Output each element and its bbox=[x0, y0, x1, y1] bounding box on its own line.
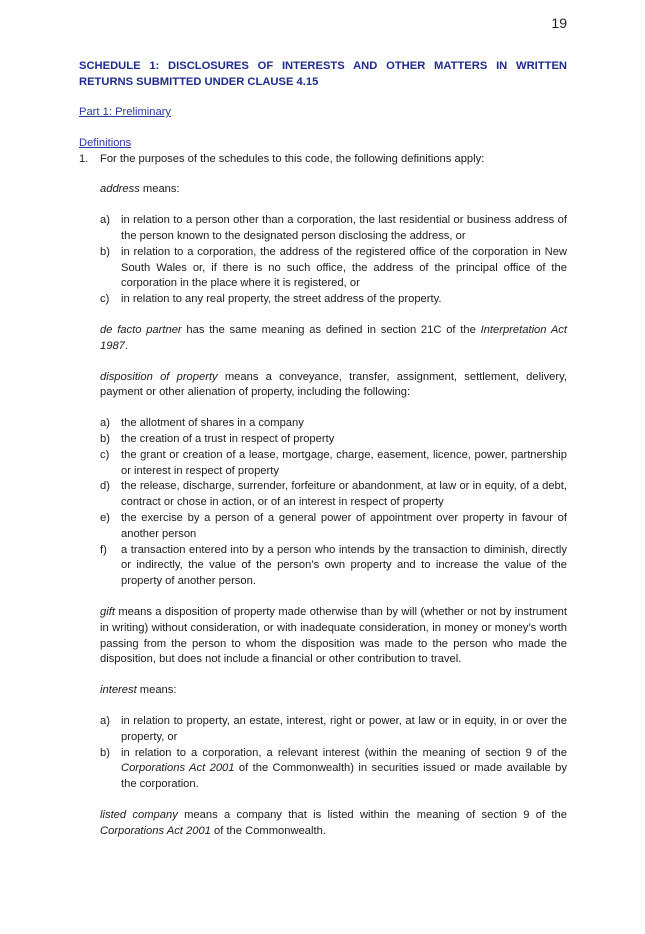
corporations-act: Corporations Act 2001 bbox=[100, 824, 211, 837]
definition-interest bbox=[100, 683, 567, 699]
page-content bbox=[79, 58, 567, 839]
definitions-block bbox=[100, 182, 567, 839]
list-marker: c) bbox=[100, 448, 110, 461]
definition-listed-company bbox=[100, 808, 567, 840]
de-facto-text: has the same meaning as defined in section 21C of the bbox=[181, 323, 481, 336]
disposition-intro: means a conveyance, transfer, assignment, settlement, delivery, payment or other alienation of property, including the following: bbox=[100, 370, 568, 399]
list-marker: b) bbox=[100, 432, 110, 445]
page-number: 19 bbox=[551, 15, 567, 31]
list-item bbox=[100, 245, 567, 292]
list-item bbox=[100, 292, 567, 308]
list-text: in relation to property, an estate, interest, right or power, at law or in equity, in or over the property, or bbox=[121, 714, 567, 743]
listed-end: of the Commonwealth. bbox=[210, 824, 326, 837]
list-item bbox=[100, 746, 567, 793]
de-facto-end: . bbox=[124, 339, 128, 352]
address-list bbox=[100, 213, 567, 308]
gift-text: means a disposition of property made otherwise than by will (whether or not by instrument in writing) without consideration, or with inadequate consideration, in money or money’s worth passing from the person to whom the disposition was made to the person who made the disposition, but does not include a financial or other contribution to travel. bbox=[100, 605, 567, 666]
list-marker: d) bbox=[100, 480, 110, 493]
list-text: the allotment of shares in a company bbox=[121, 417, 304, 430]
list-marker: f) bbox=[100, 543, 107, 556]
interest-intro: means: bbox=[136, 684, 177, 697]
term-address: address bbox=[100, 183, 140, 196]
definition-disposition-of-property bbox=[100, 370, 567, 402]
corporations-act: Corporations Act 2001 bbox=[121, 762, 235, 775]
list-item bbox=[100, 543, 567, 590]
list-text: the exercise by a person of a general power of appointment over property in favour of another person bbox=[121, 511, 567, 540]
definitions-title: Definitions bbox=[79, 136, 132, 149]
list-item bbox=[100, 213, 567, 245]
definition-gift bbox=[100, 605, 567, 668]
list-text bbox=[121, 746, 567, 793]
list-item bbox=[100, 448, 567, 480]
part-title: Part 1: Preliminary bbox=[79, 106, 172, 118]
list-item bbox=[100, 432, 567, 448]
term-listed-company: listed company bbox=[100, 808, 178, 821]
interest-b-post: of the Commonwealth) in securities issued or made available by the corporation. bbox=[121, 762, 567, 791]
clause-number: 1. bbox=[79, 152, 89, 165]
interest-b-pre: in relation to a corporation, a relevant interest (within the meaning of section 9 of the bbox=[121, 746, 567, 759]
list-marker: a) bbox=[100, 214, 110, 227]
list-text: the release, discharge, surrender, forfeiture or abandonment, at law or in equity, of a debt, contract or chose in action, or of an interest in respect of property bbox=[121, 480, 567, 509]
list-marker: c) bbox=[100, 293, 110, 306]
list-text: in relation to a corporation, the address of the registered office of the corporation in New South Wales or, if there is no such office, the address of the principal office of the corporation in the place where it is registered, or bbox=[121, 245, 567, 290]
interpretation-act: Interpretation Act 1987 bbox=[100, 323, 567, 352]
list-text: the creation of a trust in respect of property bbox=[121, 432, 335, 445]
term-gift: gift bbox=[100, 605, 115, 618]
disposition-list bbox=[100, 416, 567, 590]
list-item bbox=[100, 479, 567, 511]
list-text: in relation to any real property, the street address of the property. bbox=[121, 293, 442, 306]
list-marker: a) bbox=[100, 417, 110, 430]
interest-list bbox=[100, 714, 567, 793]
schedule-heading: SCHEDULE 1: DISCLOSURES OF INTERESTS AND OTHER MATTERS IN WRITTEN RETURNS SUBMITTED UNDER CLAUSE 4.15 bbox=[79, 60, 567, 88]
list-item bbox=[100, 714, 567, 746]
list-marker: a) bbox=[100, 714, 110, 727]
list-marker: b) bbox=[100, 245, 110, 258]
clause-text: For the purposes of the schedules to this code, the following definitions apply: bbox=[100, 152, 485, 165]
list-marker: b) bbox=[100, 746, 110, 759]
list-item bbox=[100, 416, 567, 432]
address-intro: means: bbox=[139, 183, 180, 196]
list-marker: e) bbox=[100, 511, 110, 524]
list-text: a transaction entered into by a person who intends by the transaction to diminish, directly or indirectly, the value of the person’s own property and to increase the value of the property of another person. bbox=[121, 543, 567, 588]
definition-address bbox=[100, 182, 567, 198]
term-interest: interest bbox=[100, 684, 137, 697]
definition-de-facto-partner bbox=[100, 323, 567, 355]
list-text: in relation to a person other than a corporation, the last residential or business address of the person known to the designated person disclosing the address, or bbox=[121, 214, 567, 242]
list-text: the grant or creation of a lease, mortgage, charge, easement, licence, power, partnership or interest in respect of property bbox=[121, 448, 567, 477]
term-de-facto-partner: de facto partner bbox=[100, 323, 182, 336]
list-item bbox=[100, 511, 567, 543]
term-disposition-of-property: disposition of property bbox=[100, 370, 218, 383]
listed-text: means a company that is listed within the meaning of section 9 of the bbox=[177, 808, 567, 821]
clause-1 bbox=[79, 152, 567, 168]
